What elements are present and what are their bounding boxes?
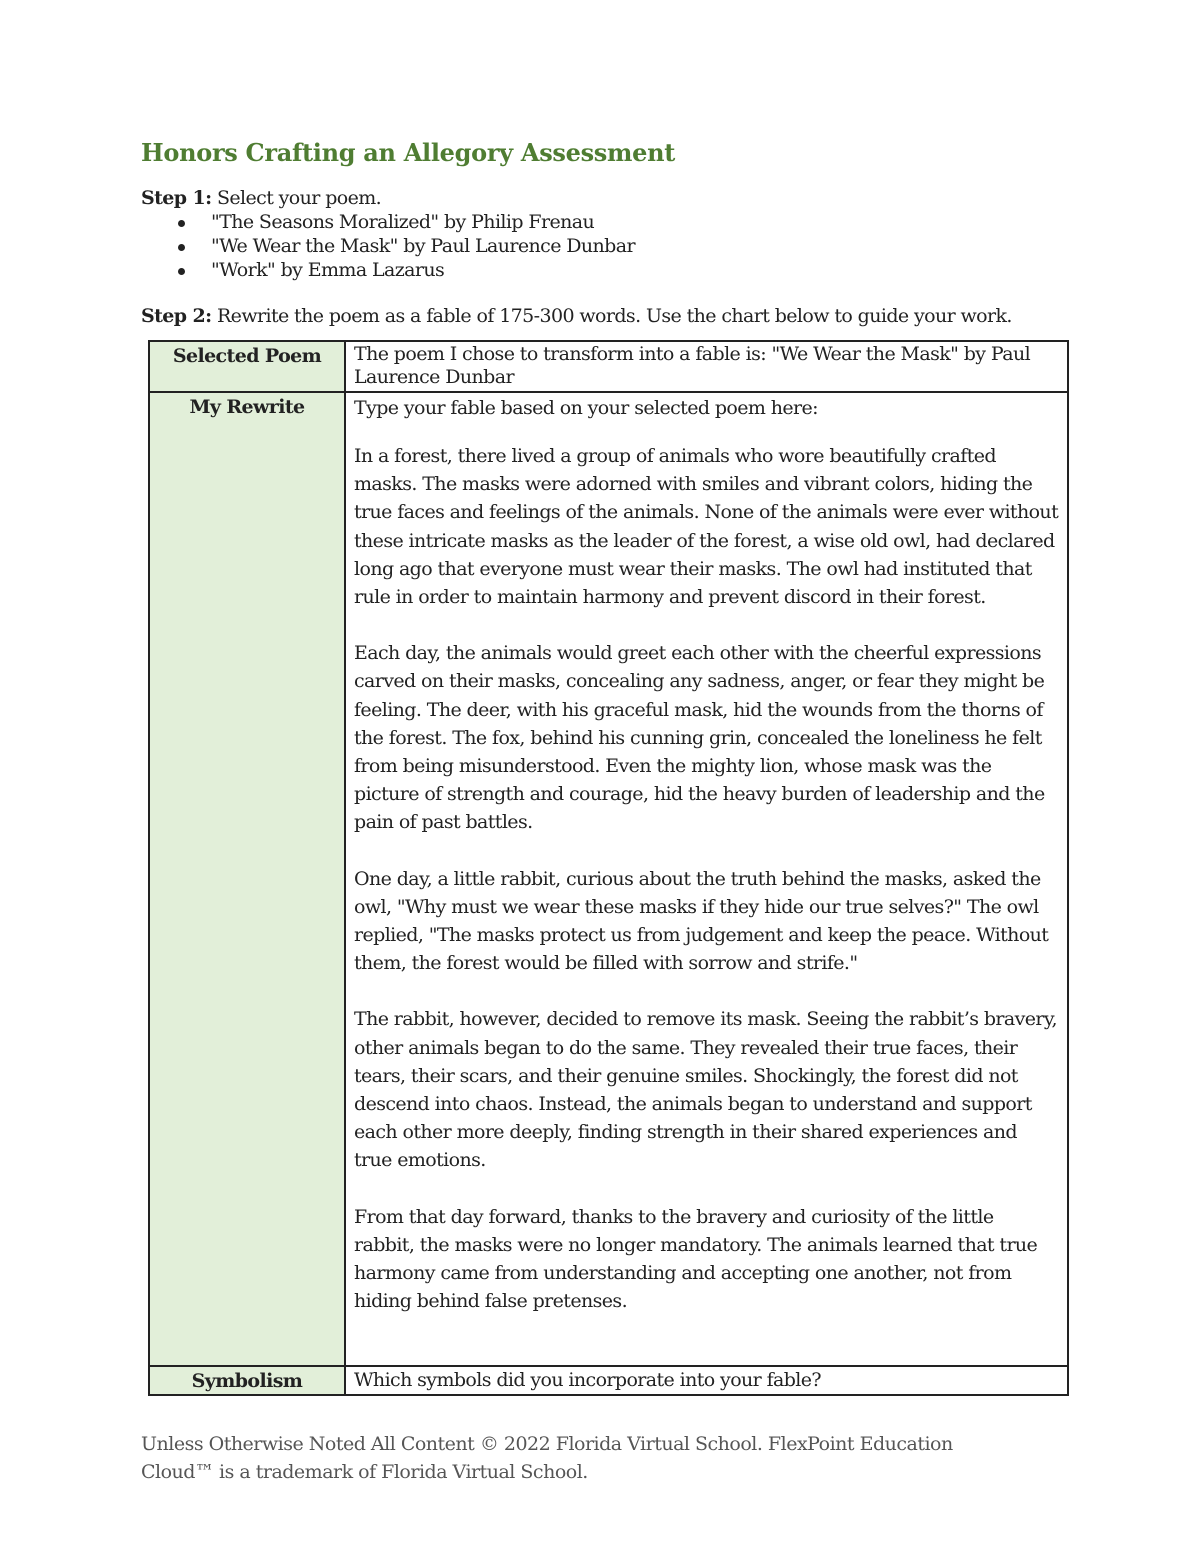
selected-poem-value[interactable]: The poem I chose to transform into a fable is: "We Wear the Mask" by Paul Laurence Dunbar [345, 341, 1068, 392]
copyright-footer: Unless Otherwise Noted All Content © 2022 Florida Virtual School. FlexPoint Education Cloud™ is a trademark of Florida Virtual School. [141, 1433, 953, 1483]
table-row [149, 1366, 1068, 1395]
list-item: "Work" by Emma Lazarus [141, 258, 635, 282]
my-rewrite-field[interactable] [345, 392, 1068, 1366]
fable-paragraph: In a forest, there lived a group of animals who wore beautifully crafted masks. The masks were adorned with smiles and vibrant colors, hiding the true faces and feelings of the animals. None of the animals were ever without these intricate masks as the leader of the forest, a wise old owl, had declared long ago that everyone must wear their masks. The owl had instituted that rule in order to maintain harmony and prevent discord in their forest. [354, 445, 1059, 609]
selected-poem-label: Selected Poem [149, 341, 345, 392]
step-2-instruction [141, 304, 1012, 328]
list-item: "The Seasons Moralized" by Philip Frenau [141, 210, 635, 234]
symbolism-label: Symbolism [149, 1366, 345, 1395]
fable-paragraph: Each day, the animals would greet each other with the cheerful expressions carved on their masks, concealing any sadness, anger, or fear they might be feeling. The deer, with his graceful mask, hid the wounds from the thorns of the forest. The fox, behind his cunning grin, concealed the loneliness he felt from being misunderstood. Even the mighty lion, whose mask was the picture of strength and courage, hid the heavy burden of leadership and the pain of past battles. [354, 642, 1045, 834]
step-2-label: Step 2: [141, 305, 212, 327]
table-row [149, 392, 1068, 1366]
list-item: "We Wear the Mask" by Paul Laurence Dunbar [141, 234, 635, 258]
table-row [149, 341, 1068, 392]
my-rewrite-label: My Rewrite [149, 392, 345, 1366]
rewrite-prompt: Type your fable based on your selected poem here: [354, 397, 818, 419]
page-title: Honors Crafting an Allegory Assessment [141, 138, 676, 167]
fable-paragraph: One day, a little rabbit, curious about the truth behind the masks, asked the owl, "Why must we wear these masks if they hide our true selves?" The owl replied, "The masks protect us from judgement and keep the peace. Without them, the forest would be filled with sorrow and strife." [354, 867, 1049, 975]
fable-paragraph: From that day forward, thanks to the bravery and curiosity of the little rabbit, the masks were no longer mandatory. The animals learned that true harmony came from understanding and accepting one another, not from hiding behind false pretenses. [354, 1205, 1038, 1313]
step-1-instruction [141, 186, 381, 210]
fable-paragraph: The rabbit, however, decided to remove its mask. Seeing the rabbit’s bravery, other animals began to do the same. They revealed their true faces, their tears, their scars, and their genuine smiles. Shockingly, the forest did not descend into chaos. Instead, the animals began to understand and support each other more deeply, finding strength in their shared experiences and true emotions. [354, 1008, 1057, 1172]
step-2-text: Rewrite the poem as a fable of 175-300 words. Use the chart below to guide your work. [211, 305, 1012, 327]
fable-chart [148, 340, 1069, 1396]
symbolism-field[interactable]: Which symbols did you incorporate into your fable? [345, 1366, 1068, 1395]
step-1-label: Step 1: [141, 187, 212, 209]
step-1-text: Select your poem. [211, 187, 382, 209]
poem-list [141, 210, 635, 282]
